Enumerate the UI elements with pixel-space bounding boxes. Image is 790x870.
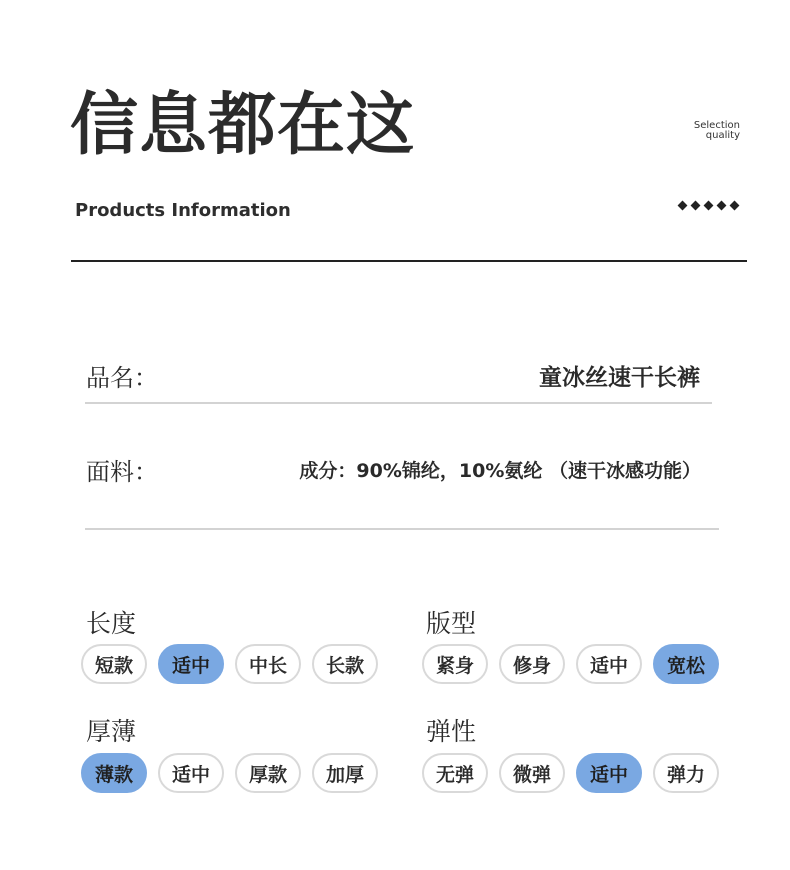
length-option-chip: 中长 xyxy=(235,644,301,684)
fit-option-chip: 紧身 xyxy=(422,644,488,684)
tagline-selection: Selection xyxy=(693,120,740,131)
thickness-options xyxy=(81,753,378,793)
divider xyxy=(85,402,712,404)
fit-options xyxy=(422,644,719,684)
fabric-label: 面料： xyxy=(86,458,158,486)
elasticity-options xyxy=(422,753,719,793)
elasticity-group-title: 弹性 xyxy=(426,717,477,746)
diamond-icon xyxy=(691,201,701,211)
product-name-label: 品名： xyxy=(86,364,158,392)
diamond-icon xyxy=(717,201,727,211)
diamond-icon xyxy=(730,201,740,211)
thickness-option-chip: 适中 xyxy=(158,753,224,793)
five-diamonds-icon xyxy=(677,200,740,211)
header-divider xyxy=(71,260,747,262)
page-subtitle: Products Information xyxy=(75,200,291,221)
tagline-quality: quality xyxy=(705,130,740,141)
product-name-value: 童冰丝速干长裤 xyxy=(539,365,700,391)
divider xyxy=(85,528,719,530)
length-options xyxy=(81,644,378,684)
fit-option-chip: 修身 xyxy=(499,644,565,684)
diamond-icon xyxy=(704,201,714,211)
elasticity-option-chip: 微弹 xyxy=(499,753,565,793)
elasticity-option-chip: 无弹 xyxy=(422,753,488,793)
thickness-option-chip: 加厚 xyxy=(312,753,378,793)
fit-group-title: 版型 xyxy=(426,609,477,638)
page-title: 信息都在这 xyxy=(70,86,416,165)
elasticity-option-chip: 弹力 xyxy=(653,753,719,793)
length-option-chip: 长款 xyxy=(312,644,378,684)
fit-option-chip: 宽松 xyxy=(653,644,719,684)
length-option-chip: 短款 xyxy=(81,644,147,684)
length-option-chip: 适中 xyxy=(158,644,224,684)
thickness-group-title: 厚薄 xyxy=(86,717,137,746)
thickness-option-chip: 厚款 xyxy=(235,753,301,793)
fabric-value: 成分：90%锦纶，10%氨纶 （速干冰感功能） xyxy=(299,460,701,482)
thickness-option-chip: 薄款 xyxy=(81,753,147,793)
fit-option-chip: 适中 xyxy=(576,644,642,684)
elasticity-option-chip: 适中 xyxy=(576,753,642,793)
length-group-title: 长度 xyxy=(86,609,137,638)
diamond-icon xyxy=(678,201,688,211)
